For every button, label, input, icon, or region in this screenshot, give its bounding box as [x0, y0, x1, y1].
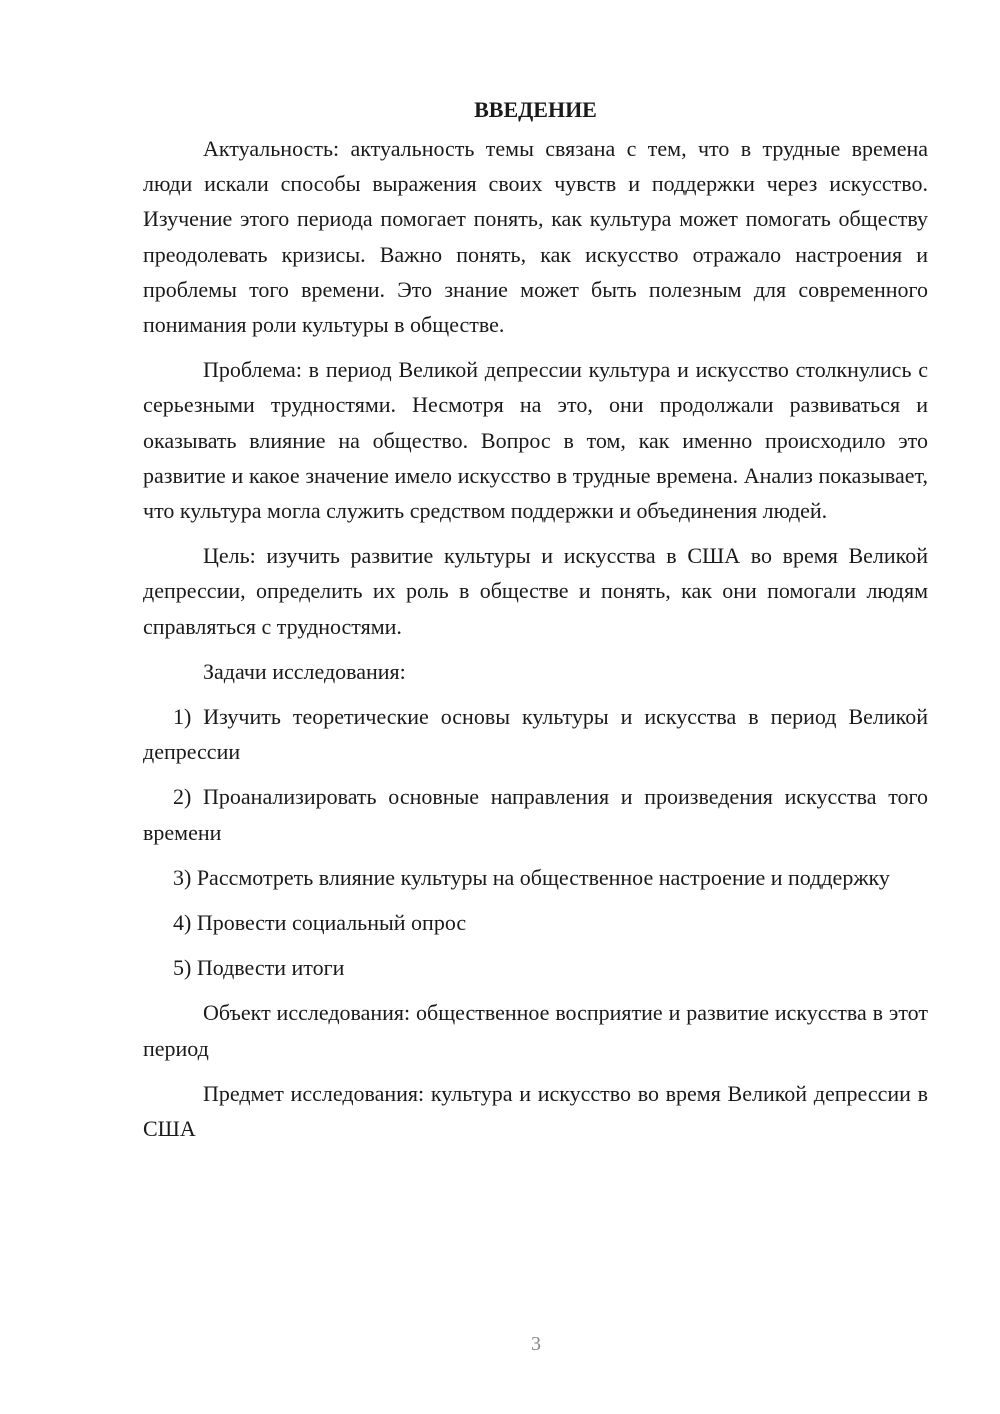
tasks-heading: Задачи исследования: [203, 658, 406, 684]
task-item-2: 2) Проанализировать основные направления и произведения искусства того времени [143, 784, 928, 845]
goal-paragraph: Цель: изучить развитие культуры и искусства в США во время Великой депрессии, определить их роль в обществе и понять, как они помогали людям справляться с трудностями. [143, 543, 928, 639]
page-content [143, 92, 928, 1156]
object-paragraph: Объект исследования: общественное восприятие и развитие искусства в этот период [143, 1000, 928, 1061]
page-title: ВВЕДЕНИЕ [474, 97, 597, 122]
task-item-4: 4) Провести социальный опрос [173, 910, 467, 936]
relevance-paragraph: Актуальность: актуальность темы связана с тем, что в трудные времена люди искали способы выражения своих чувств и поддержки через искусство. Изучение этого периода помогает понять, как культура может помогать обществу преодолевать кризисы. Важно понять, как искусство отражало настроения и проблемы того времени. Это знание может быть полезным для современного понимания роли культуры в обществе. [143, 136, 928, 338]
problem-paragraph: Проблема: в период Великой депрессии культура и искусство столкнулись с серьезными трудностями. Несмотря на это, они продолжали развиваться и оказывать влияние на общество. Вопрос в том, как именно происходило это развитие и какое значение имело искусство в трудные времена. Анализ показывает, что культура могла служить средством поддержки и объединения людей. [143, 357, 928, 524]
subject-paragraph: Предмет исследования: культура и искусство во время Великой депрессии в США [143, 1080, 928, 1142]
task-item-1: 1) Изучить теоретические основы культуры и искусства в период Великой депрессии [143, 704, 928, 765]
page-number: 3 [531, 1333, 541, 1355]
task-item-3: 3) Рассмотреть влияние культуры на общественное настроение и поддержку [173, 864, 890, 890]
task-item-5: 5) Подвести итоги [173, 955, 345, 981]
